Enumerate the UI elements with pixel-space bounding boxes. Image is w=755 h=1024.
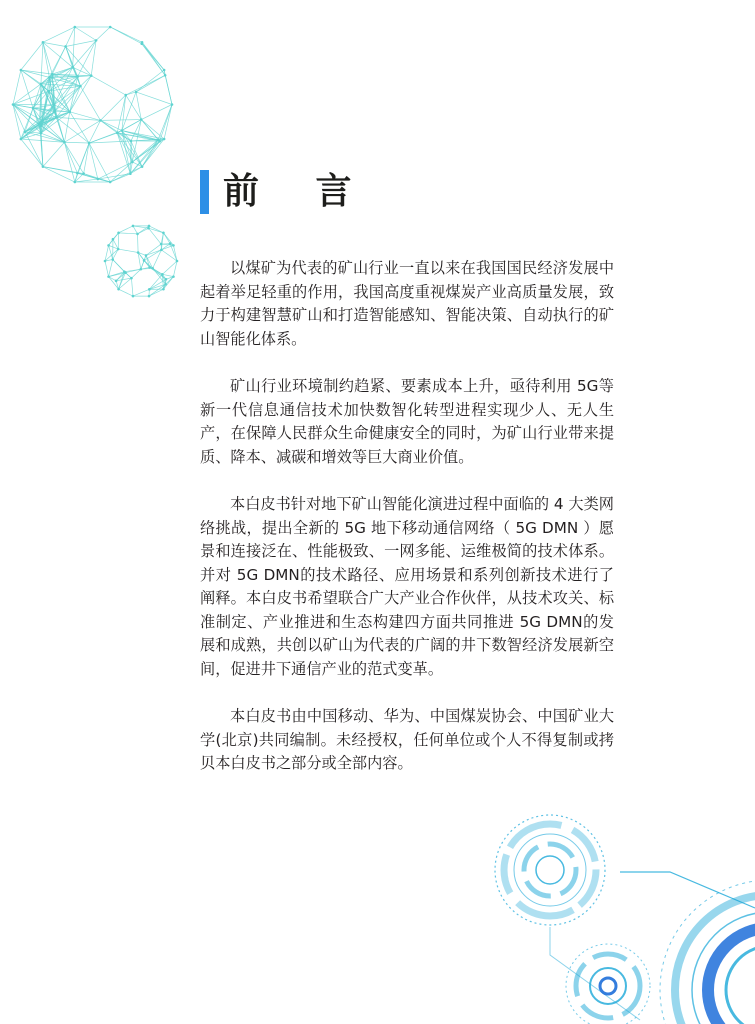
globe-node <box>141 165 144 168</box>
globe-node <box>117 232 120 235</box>
globe-link <box>119 289 133 296</box>
globe-node <box>53 110 56 113</box>
globe-node <box>112 238 115 241</box>
globe-node <box>130 277 133 280</box>
globe-link <box>75 27 96 40</box>
globe-link <box>109 260 113 277</box>
globe-node <box>79 85 82 88</box>
globe-node <box>158 140 161 143</box>
preface-body <box>200 257 614 800</box>
globe-link <box>52 46 65 74</box>
globe-node <box>162 232 165 235</box>
globe-node <box>172 244 175 247</box>
network-globe-icon-large <box>10 22 175 187</box>
globe-node <box>109 181 112 184</box>
globe-node <box>135 91 138 94</box>
globe-link <box>21 70 33 108</box>
globe-link <box>119 273 126 289</box>
globe-node <box>104 260 107 263</box>
globe-link <box>117 95 126 133</box>
globe-node <box>111 258 114 261</box>
globe-link <box>64 142 74 182</box>
globe-link <box>64 142 83 173</box>
globe-link <box>91 76 126 95</box>
globe-link <box>131 278 133 296</box>
globe-link <box>64 142 89 143</box>
globe-node <box>147 227 150 230</box>
globe-node <box>160 243 163 246</box>
globe-node <box>74 181 77 184</box>
globe-node <box>163 69 166 72</box>
globe-node <box>24 130 27 133</box>
globe-node <box>55 116 58 119</box>
globe-node <box>20 69 23 72</box>
globe-link <box>100 120 117 132</box>
globe-link <box>110 167 142 182</box>
globe-node <box>99 119 102 122</box>
globe-link <box>43 42 66 46</box>
globe-node <box>115 280 118 283</box>
globe-node <box>109 26 112 29</box>
tech-circles-decoration <box>480 790 755 1024</box>
globe-link <box>41 126 65 143</box>
globe-node <box>117 288 120 291</box>
globe-link <box>84 143 89 174</box>
globe-link <box>113 249 118 259</box>
globe-node <box>76 75 79 78</box>
globe-node <box>107 244 110 247</box>
globe-link <box>75 179 98 182</box>
globe-node <box>48 76 51 79</box>
globe-node <box>165 278 168 281</box>
globe-node <box>145 254 148 257</box>
globe-link <box>136 70 164 92</box>
globe-link <box>43 27 75 42</box>
globe-link <box>126 75 165 95</box>
globe-node <box>140 268 143 271</box>
globe-node <box>148 266 151 269</box>
globe-node <box>76 172 79 175</box>
globe-node <box>63 141 66 144</box>
globe-link <box>13 91 49 104</box>
globe-node <box>172 275 175 278</box>
globe-link <box>110 162 132 182</box>
globe-node <box>141 41 144 44</box>
globe-node <box>97 178 100 181</box>
paragraph-4: 本白皮书由中国移动、华为、中国煤炭协会、中国矿业大学(北京)共同编制。未经授权，任何单位或个人不得复制或拷贝本白皮书之部分或全部内容。 <box>200 707 614 772</box>
globe-node <box>160 249 163 252</box>
globe-node <box>137 251 140 254</box>
globe-node <box>132 295 135 298</box>
globe-node <box>116 132 119 135</box>
globe-link <box>21 139 43 167</box>
globe-link <box>133 289 149 296</box>
globe-node <box>140 118 143 121</box>
globe-node <box>163 138 166 141</box>
globe-link <box>100 95 125 120</box>
globe-link <box>119 226 133 233</box>
globe-node <box>107 275 110 278</box>
globe-node <box>164 283 167 286</box>
globe-link <box>118 249 138 252</box>
globe-link <box>142 42 164 70</box>
globe-node <box>171 103 174 106</box>
globe-link <box>43 142 65 166</box>
globe-node <box>164 74 167 77</box>
globe-node <box>68 111 71 114</box>
globe-node <box>40 132 43 135</box>
globe-link <box>105 261 109 277</box>
globe-link <box>100 120 141 121</box>
preface-heading <box>200 170 374 214</box>
globe-link <box>146 244 161 255</box>
globe-link <box>133 226 138 234</box>
globe-link <box>96 27 110 40</box>
globe-link <box>162 261 177 274</box>
globe-node <box>132 225 135 228</box>
globe-link <box>130 141 159 174</box>
globe-link <box>66 27 75 46</box>
globe-node <box>161 273 164 276</box>
globe-link <box>73 27 75 67</box>
globe-node <box>82 172 85 175</box>
globe-link <box>119 233 138 234</box>
globe-node <box>32 107 35 110</box>
globe-node <box>64 45 67 48</box>
globe-node <box>39 124 42 127</box>
globe-node <box>169 242 172 245</box>
globe-node <box>124 94 127 97</box>
globe-link <box>136 92 172 105</box>
globe-node <box>130 140 133 143</box>
globe-node <box>95 39 98 42</box>
globe-node <box>41 119 44 122</box>
paragraph-2: 矿山行业环境制约趋紧、要素成本上升，亟待利用 5G等新一代信息通信技术加快数智化转型进程实现少人、无人生产，在保障人民群众生命健康安全的同时，为矿山行业带来提质、降本、减碳和增效等巨大商业价值。 <box>200 377 614 466</box>
paragraph-1: 以煤矿为代表的矿山行业一直以来在我国国民经济发展中起着举足轻重的作用，我国高度重视煤炭产业高质量发展，致力于构建智慧矿山和打造智能感知、智能决策、自动执行的矿山智能化体系。 <box>200 259 614 348</box>
globe-link <box>21 42 43 70</box>
globe-node <box>129 172 132 175</box>
globe-node <box>42 41 45 44</box>
globe-node <box>117 248 120 251</box>
globe-node <box>151 267 154 270</box>
globe-node <box>71 66 74 69</box>
page-title: 前 言 <box>223 171 374 212</box>
globe-link <box>136 75 165 92</box>
title-accent-bar <box>200 170 209 214</box>
globe-link <box>117 133 142 167</box>
globe-node <box>124 271 127 274</box>
globe-node <box>148 295 151 298</box>
globe-node <box>12 103 15 106</box>
globe-link <box>110 27 142 42</box>
globe-node <box>74 26 77 29</box>
globe-node <box>88 142 91 145</box>
globe-node <box>53 104 56 107</box>
globe-link <box>89 143 98 179</box>
globe-node <box>42 165 45 168</box>
globe-node <box>176 260 179 263</box>
globe-node <box>143 259 146 262</box>
globe-link <box>142 42 165 75</box>
globe-node <box>47 90 50 93</box>
globe-node <box>162 288 165 291</box>
globe-node <box>148 288 151 291</box>
globe-node <box>131 161 134 164</box>
globe-link <box>80 86 100 120</box>
globe-node <box>121 129 124 132</box>
globe-node <box>136 233 139 236</box>
globe-link <box>41 42 43 84</box>
network-globe-icon-small <box>102 222 180 300</box>
globe-node <box>51 73 54 76</box>
paragraph-3: 本白皮书针对地下矿山智能化演进过程中面临的 4 大类网络挑战，提出全新的 5G 地下移动通信网络（ 5G DMN ）愿景和连接泛在、性能极致、一网多能、运维极简的技术体系。并对 5G DMN的技术路径、应用场景和系列创新技术进行了阐释。本白皮书希望联合广大产业合作伙伴，从技术攻关、标准制定、产业推进和生态构建四方面共同推进 5G DMN的发展和成熟，共创以矿山为代表的广阔的井下数智经济发展新空间，促进井下通信产业的范式变革。 <box>200 495 614 678</box>
globe-node <box>148 225 151 228</box>
globe-link <box>43 167 75 182</box>
globe-link <box>138 234 139 253</box>
globe-node <box>40 83 43 86</box>
globe-node <box>20 138 23 141</box>
globe-node <box>90 74 93 77</box>
globe-link <box>149 289 163 296</box>
